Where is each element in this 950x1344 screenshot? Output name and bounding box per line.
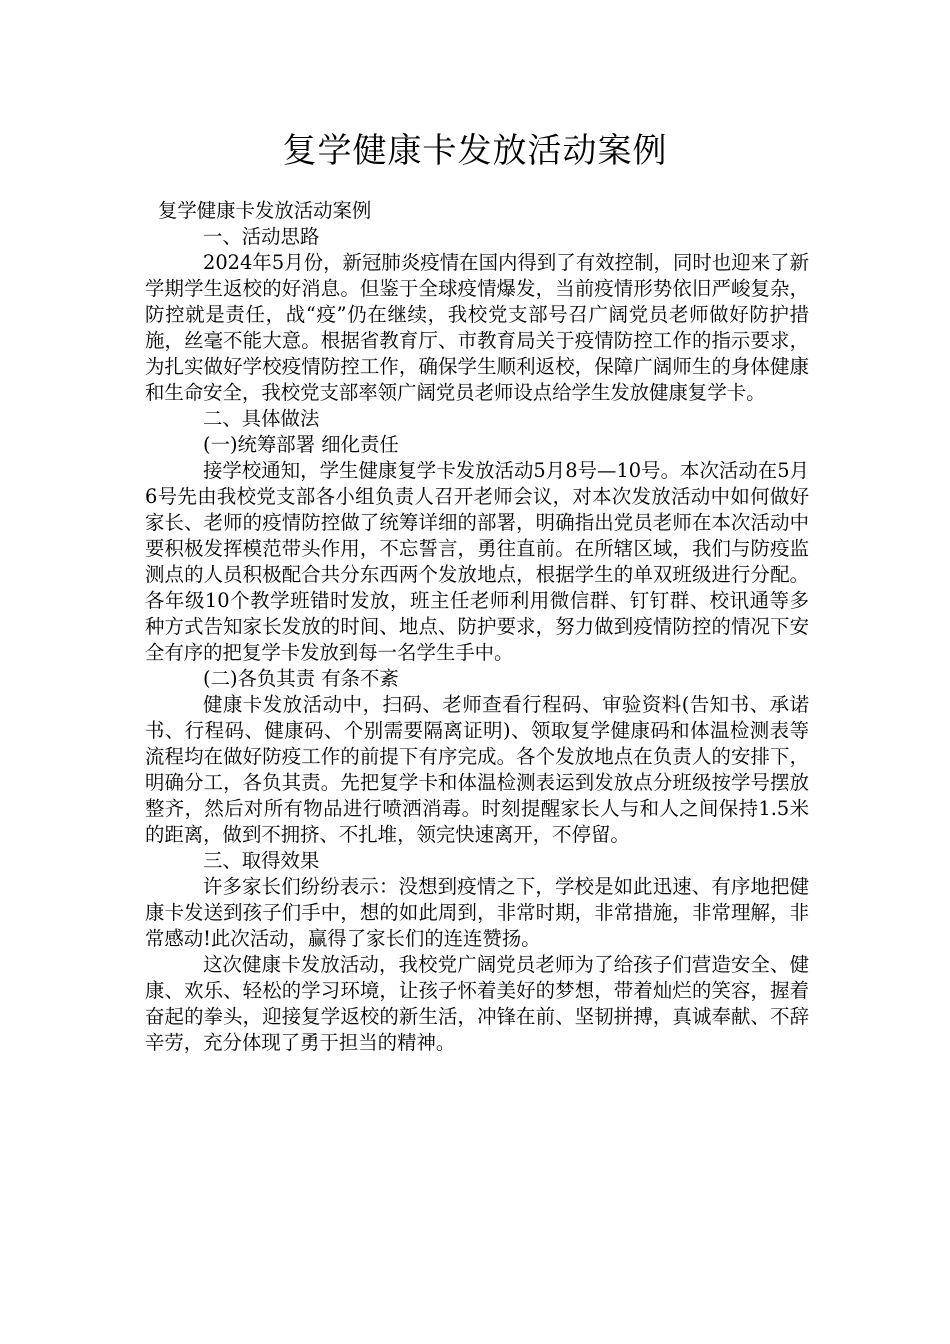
section-heading-1: 一、活动思路 bbox=[203, 225, 320, 248]
document-subtitle: 复学健康卡发放活动案例 bbox=[158, 199, 372, 222]
subsection-1-paragraph: 接学校通知，学生健康复学卡发放活动5月8号—10号。本次活动在5月6号先由我校党支部各小组负责人召开老师会议，对本次发放活动中如何做好家长、老师的疫情防控做了统筹详细的部署，明确指出党员老师在本次活动中要积极发挥模范带头作用，不忘誓言，勇往直前。在所辖区域，我们与防疫监测点的人员积极配合共分东西两个发放地点，根据学生的单双班级进行分配。各年级10个教学班错时发放，班主任老师利用微信群、钉钉群、校讯通等多种方式告知家长发放的时间、地点、防护要求，努力做到疫情防控的情况下安全有序的把复学卡发放到每一名学生手中。 bbox=[145, 459, 809, 664]
section-1-paragraph: 2024年5月份，新冠肺炎疫情在国内得到了有效控制，同时也迎来了新学期学生返校的好消息。但鉴于全球疫情爆发，当前疫情形势依旧严峻复杂，防控就是责任，战“疫”仍在继续，我校党支部号召广阔党员老师做好防护措施，丝毫不能大意。根据省教育厅、市教育局关于疫情防控工作的指示要求，为扎实做好学校疫情防控工作，确保学生顺利返校，保障广阔师生的身体健康和生命安全，我校党支部率领广阔党员老师设点给学生发放健康复学卡。 bbox=[145, 251, 809, 404]
section-3-paragraph-1: 许多家长们纷纷表示：没想到疫情之下，学校是如此迅速、有序地把健康卡发送到孩子们手中，想的如此周到，非常时期，非常措施，非常理解，非常感动!此次活动，赢得了家长们的连连赞扬。 bbox=[145, 875, 809, 950]
section-heading-2: 二、具体做法 bbox=[203, 407, 320, 430]
subsection-heading-1: (一)统筹部署 细化责任 bbox=[203, 433, 399, 456]
section-3-paragraph-2: 这次健康卡发放活动，我校党广阔党员老师为了给孩子们营造安全、健康、欢乐、轻松的学习环境，让孩子怀着美好的梦想，带着灿烂的笑容，握着奋起的拳头，迎接复学返校的新生活，冲锋在前、坚韧拼搏，真诚奉献、不辞辛劳，充分体现了勇于担当的精神。 bbox=[145, 953, 809, 1054]
subsection-heading-2: (二)各负其责 有条不紊 bbox=[203, 667, 399, 690]
document-title: 复学健康卡发放活动案例 bbox=[282, 131, 668, 171]
section-heading-3: 三、取得效果 bbox=[203, 849, 320, 872]
document-body bbox=[145, 198, 809, 1056]
subsection-2-paragraph: 健康卡发放活动中，扫码、老师查看行程码、审验资料(告知书、承诺书、行程码、健康码、个别需要隔离证明)、领取复学健康码和体温检测表等流程均在做好防疫工作的前提下有序完成。各个发放地点在负责人的安排下，明确分工，各负其责。先把复学卡和体温检测表运到发放点分班级按学号摆放整齐，然后对所有物品进行喷洒消毒。时刻提醒家长人与和人之间保持1.5米的距离，做到不拥挤、不扎堆，领完快速离开，不停留。 bbox=[145, 693, 809, 846]
